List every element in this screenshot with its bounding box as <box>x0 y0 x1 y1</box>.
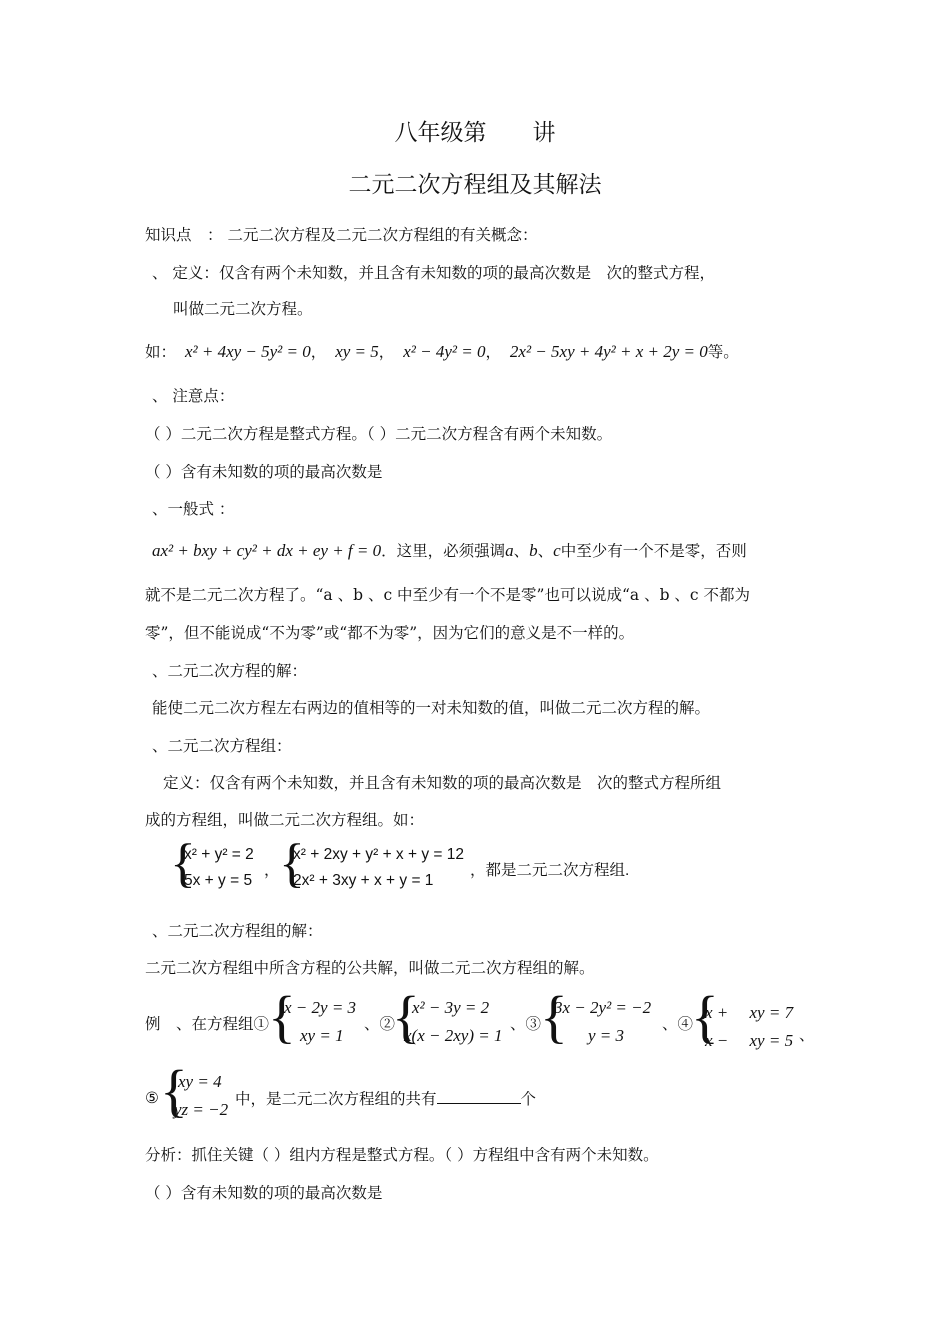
general-form-text-2: 中至少有一个不是零，否则 <box>560 542 747 560</box>
system-a-row-1: x² + y² = 2 <box>184 846 254 863</box>
system-a-row-2: 5x + y = 5 <box>184 872 253 889</box>
example-unit: 个 <box>520 1090 537 1108</box>
example-end-4: 、 <box>799 1026 815 1044</box>
coefficient-c: c <box>553 541 561 560</box>
system-definition-line-1: 定义：仅含有两个未知数，并且含有未知数的项的最高次数是 次的整式方程所组 <box>163 774 722 792</box>
definition-prefix: 、 定义： <box>152 264 219 282</box>
example-equation-4: 2x² − 5xy + 4y² + x + 2y = 0 <box>509 342 708 361</box>
note-1: （ ）二元二次方程是整式方程。（ ）二元二次方程含有两个未知数。 <box>145 425 613 443</box>
system-3-row-1: 3x − 2y² = −2 <box>554 998 652 1017</box>
example-label: 例 、在方程组① <box>145 1015 270 1033</box>
example-separator-1: ， <box>310 343 327 361</box>
example-question-text: 中，是二元二次方程组的共有 <box>235 1090 437 1108</box>
system-4-row-2: x − xy = 5 <box>705 1031 794 1050</box>
example-separator-2: ， <box>378 343 395 361</box>
solution-heading: 、二元二次方程的解： <box>152 662 308 680</box>
general-form-separator-2: 、 <box>537 542 554 560</box>
brace-1: { <box>268 984 296 1049</box>
examples-prefix: 如： <box>145 343 177 361</box>
page-title: 八年级第 讲 <box>394 120 556 146</box>
example-marker-3: 、③ <box>510 1015 542 1033</box>
example-system-2 <box>392 984 510 1052</box>
example-separator-3: ， <box>485 343 501 361</box>
system-b-row-2: 2x² + 3xy + x + y = 1 <box>293 872 434 889</box>
examples-line <box>145 341 739 363</box>
system-definition-line-2: 成的方程组，叫做二元二次方程组。如： <box>145 811 425 829</box>
example-system-3 <box>540 984 666 1052</box>
system-1-row-1: x − 2y = 3 <box>284 998 357 1017</box>
system-b-row-1: x² + 2xy + y² + x + y = 12 <box>293 846 465 863</box>
notes-heading: 、 注意点： <box>152 387 235 405</box>
coefficient-b: b <box>529 541 538 560</box>
solution-text: 能使二元二次方程左右两边的值相等的一对未知数的值，叫做二元二次方程的解。 <box>152 699 711 717</box>
example-marker-2: 、② <box>364 1015 396 1033</box>
examples-suffix: 等。 <box>707 343 739 361</box>
system-2-row-1: x² − 3y = 2 <box>412 998 490 1017</box>
definition-line <box>152 262 715 284</box>
analysis-line-1: 分析：抓住关键（ ）组内方程是整式方程。（ ）方程组中含有两个未知数。 <box>145 1146 659 1164</box>
example-system-5 <box>160 1058 240 1126</box>
example-equation-2: xy = 5 <box>335 342 379 361</box>
example-question <box>235 1087 536 1110</box>
coefficient-a: a <box>505 541 514 560</box>
system-5-row-2: yz = −2 <box>174 1100 229 1119</box>
general-form-text-1: ．这里，必须强调 <box>381 542 506 560</box>
brace-b: { <box>279 833 305 893</box>
example-marker-5: ⑤ <box>145 1089 159 1107</box>
example-system-1 <box>268 984 368 1052</box>
system-3-row-2: y = 3 <box>588 1026 625 1045</box>
general-form-line-1 <box>152 540 747 562</box>
knowledge-point <box>145 224 537 246</box>
general-form-line-3: 零”，但不能说成“不为零”或“都不为零”，因为它们的意义是不一样的。 <box>145 624 635 642</box>
system-2-row-2: x(x − 2xy) = 1 <box>404 1026 503 1045</box>
analysis-line-2: （ ）含有未知数的项的最高次数是 <box>145 1184 383 1202</box>
example-equation-1: x² + 4xy − 5y² = 0 <box>184 342 311 361</box>
general-form-separator-1: 、 <box>513 542 530 560</box>
system-1-row-2: xy = 1 <box>300 1026 344 1045</box>
general-form-heading: 、一般式 ： <box>152 500 235 518</box>
system-solution-text: 二元二次方程组中所含方程的公共解，叫做二元二次方程组的解。 <box>145 959 595 977</box>
note-2: （ ）含有未知数的项的最高次数是 <box>145 463 383 481</box>
system-solution-heading: 、二元二次方程组的解： <box>152 922 323 940</box>
system-heading: 、二元二次方程组： <box>152 737 292 755</box>
brace-3: { <box>540 984 568 1049</box>
system-example-separator: ， <box>264 862 280 879</box>
brace-4: { <box>691 984 719 1049</box>
general-form-line-2: 就不是二元二次方程了。“a 、b 、c 中至少有一个不是零”也可以说成“a 、b 、c 不都为 <box>145 586 751 604</box>
example-marker-4: 、④ <box>662 1015 694 1033</box>
definition-continuation: 叫做二元二次方程。 <box>173 300 313 318</box>
page-subtitle: 二元二次方程组及其解法 <box>348 172 602 198</box>
system-5-row-1: xy = 4 <box>178 1072 222 1091</box>
answer-blank[interactable] <box>437 1087 521 1104</box>
system-example-suffix: ，都是二元二次方程组. <box>470 862 630 879</box>
brace-a: { <box>170 833 196 893</box>
general-form-formula: ax² + bxy + cy² + dx + ey + f = 0 <box>152 541 382 560</box>
knowledge-point-text: 二元二次方程及二元二次方程组的有关概念： <box>227 226 538 244</box>
example-system-4 <box>691 984 801 1052</box>
definition-text: 仅含有两个未知数，并且含有未知数的项的最高次数是 次的整式方程， <box>218 264 715 282</box>
brace-2: { <box>392 984 420 1049</box>
system-4-row-1: x + xy = 7 <box>705 1003 794 1022</box>
example-equation-3: x² − 4y² = 0 <box>403 342 486 361</box>
system-example-b <box>279 833 479 898</box>
knowledge-point-label: 知识点 ： <box>145 226 223 244</box>
brace-5: { <box>160 1058 188 1123</box>
